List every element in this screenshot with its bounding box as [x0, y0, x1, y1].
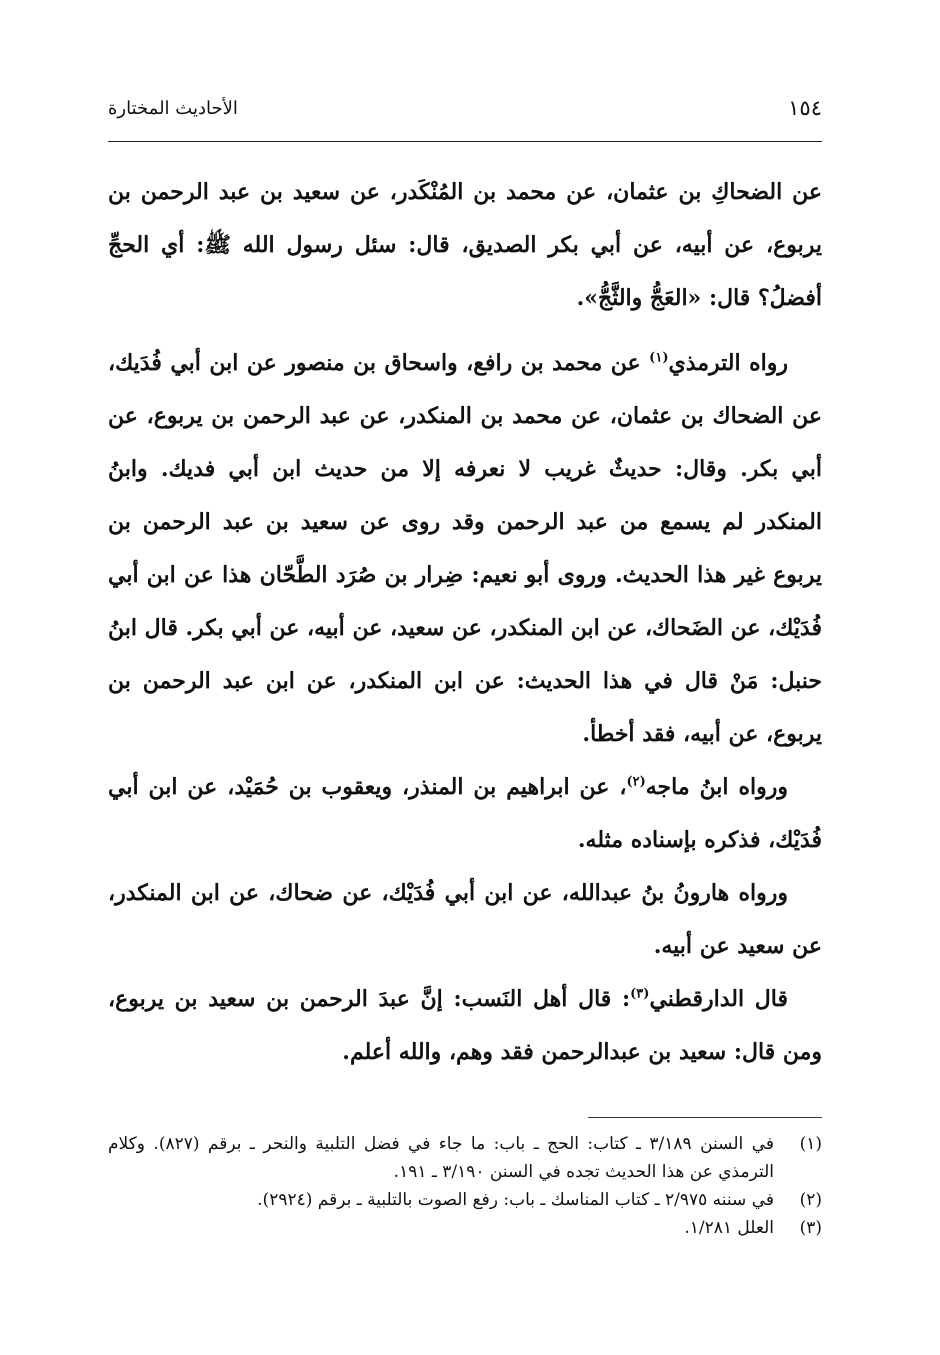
- footnote-number: (١): [799, 1134, 822, 1154]
- footnote-2: [108, 1186, 822, 1214]
- page-header: [108, 92, 822, 132]
- footnote-1: [108, 1130, 822, 1186]
- paragraph-text: ورواه ابنُ ماجه: [645, 774, 788, 800]
- hadith-text: عن الضحاكِ بن عثمان، عن محمد بن المُنْكَدر، عن سعيد بن عبد الرحمن بن يربوع، عن أبيه، عن أبي بكر الصديق، قال: سئل رسول الله ﷺ: أي الحجِّ أفضلُ؟ قال: «العَجُّ والثَّجُّ».: [108, 179, 822, 311]
- paragraph-harun: [108, 867, 822, 973]
- paragraph-text: رواه الترمذي: [668, 350, 788, 376]
- paragraph-ibn-majah: [108, 761, 822, 867]
- footnote-ref: (٣): [630, 986, 650, 1002]
- footnote-number: (٢): [799, 1190, 822, 1210]
- paragraph-text: عن محمد بن رافع، واسحاق بن منصور عن ابن أبي فُدَيك، عن الضحاك بن عثمان، عن محمد بن المنكدر، عن عبد الرحمن بن يربوع، عن أبي بكر. وقال: حديثٌ غريب لا نعرفه إلا من حديث ابن أبي فديك. وابنُ المنكدر لم يسمع من عبد الرحمن وقد روى عن سعيد بن عبد الرحمن بن يربوع غير هذا الحديث. وروى أبو نعيم: ضِرار بن صُرَد الطَّحّان هذا عن ابن أبي فُدَيْك، عن الضَحاك، عن ابن المنكدر، عن سعيد، عن أبيه، عن أبي بكر. قال ابنُ حنبل: مَنْ قال في هذا الحديث: عن ابن المنكدر، عن ابن عبد الرحمن بن يربوع، عن أبيه، فقد أخطأ.: [108, 350, 822, 747]
- paragraph-hadith: [108, 166, 822, 325]
- paragraph-text: ورواه هارونُ بنُ عبدالله، عن ابن أبي فُدَيْك، عن ضحاك، عن ابن المنكدر، عن سعيد عن أبيه.: [108, 880, 822, 959]
- footnote-rule: [588, 1117, 822, 1118]
- footnote-ref: (٢): [626, 774, 646, 790]
- header-rule: [108, 141, 822, 142]
- main-text: [108, 166, 822, 1079]
- footnote-text: العلل ١/٢٨١.: [684, 1218, 774, 1238]
- running-title: الأحاديث المختارة: [108, 98, 238, 119]
- footnote-text: في السنن ٣/١٨٩ ـ كتاب: الحج ـ باب: ما جاء في فضل التلبية والنحر ـ برقم (٨٢٧). وكلام الترمذي عن هذا الحديث تجده في السنن ٣/١٩٠ ـ ١٩١.: [108, 1134, 774, 1182]
- footnote-3: [108, 1214, 822, 1242]
- paragraph-text: ، عن ابراهيم بن المنذر، ويعقوب بن حُمَيْد، عن ابن أبي فُدَيْك، فذكره بإسناده مثله.: [108, 774, 822, 853]
- footnote-text: في سننه ٢/٩٧٥ ـ كتاب المناسك ـ باب: رفع الصوت بالتلبية ـ برقم (٢٩٢٤).: [257, 1190, 774, 1210]
- footnote-number: (٣): [799, 1218, 822, 1238]
- footnotes: [108, 1130, 822, 1242]
- paragraph-tirmidhi: [108, 337, 822, 761]
- footnote-ref: (١): [649, 350, 669, 366]
- paragraph-text: : قال أهل النَسب: إنَّ عبدَ الرحمن بن سعيد بن يربوع، ومن قال: سعيد بن عبدالرحمن فقد وهم، والله أعلم.: [108, 986, 822, 1065]
- paragraph-text: قال الدارقطني: [649, 986, 788, 1012]
- page-number: ١٥٤: [788, 96, 822, 120]
- paragraph-daraqutni: [108, 973, 822, 1079]
